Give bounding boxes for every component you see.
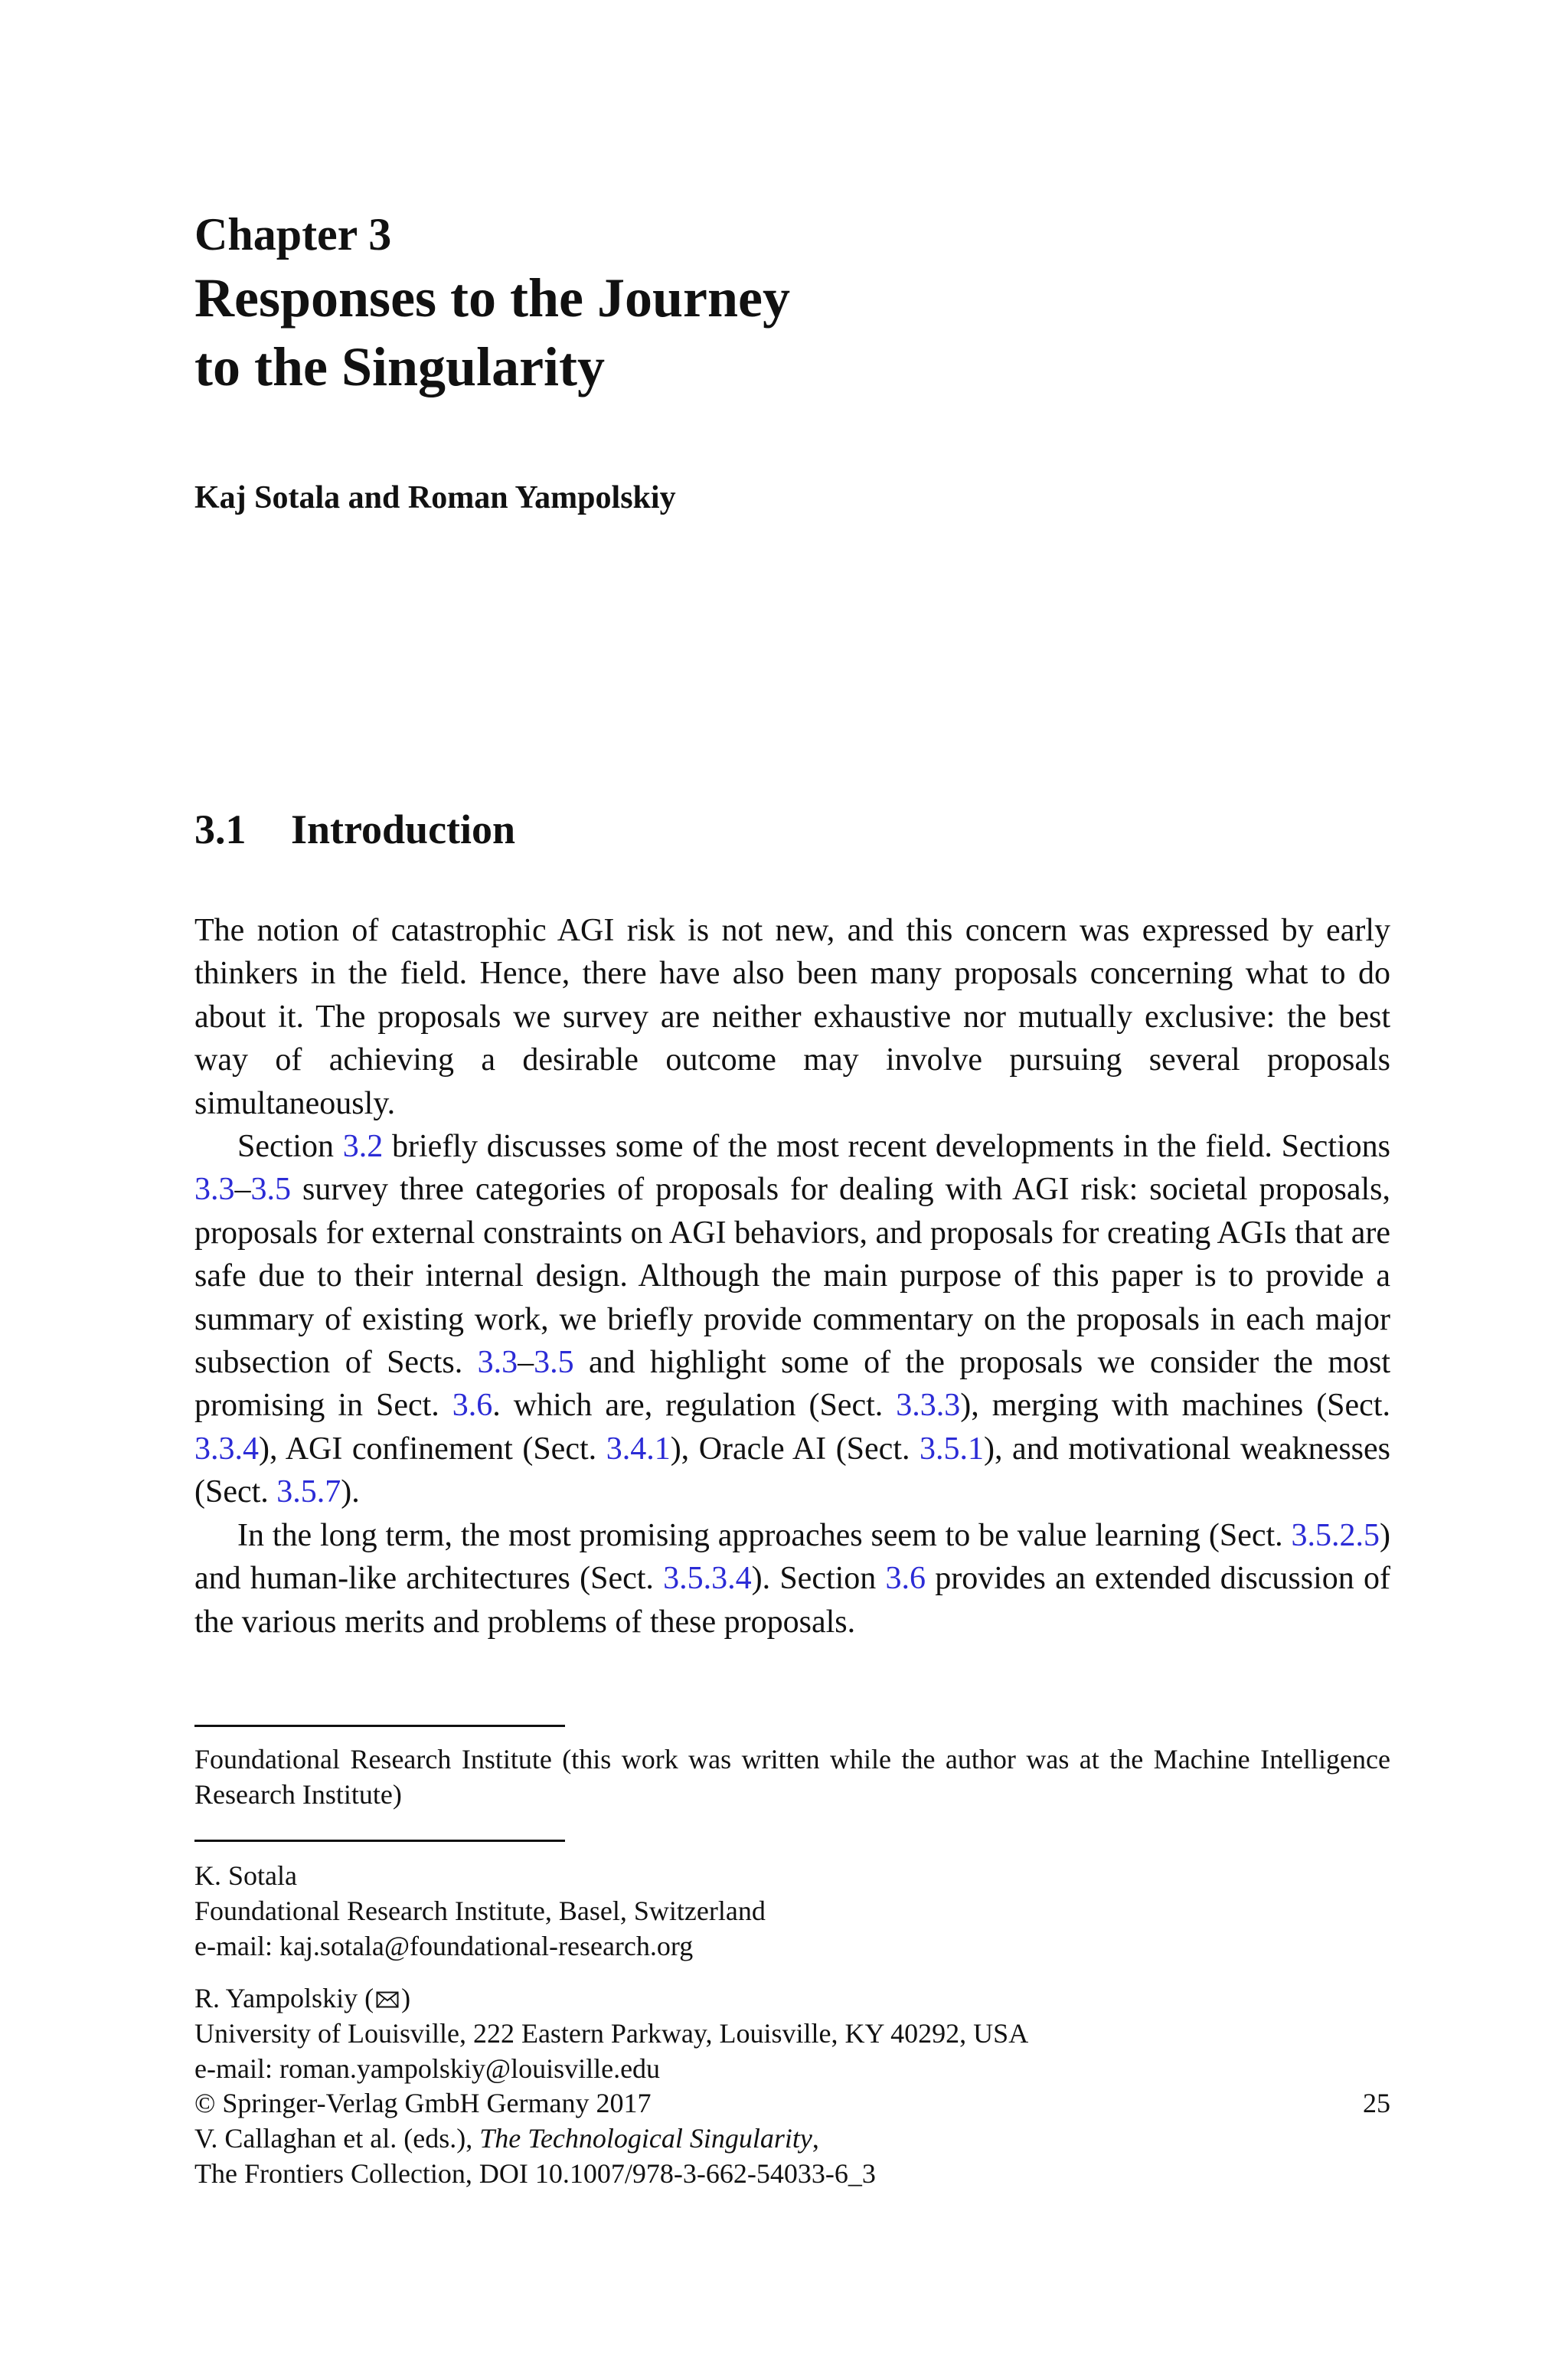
affiliation-email[interactable]: e-mail: kaj.sotala@foundational-research.org (194, 1931, 694, 1961)
name-paren-close: ) (401, 1983, 411, 2013)
paragraph-text: survey three categories of proposals for dealing with AGI risk: societal proposals, proposals for external constraints on AGI behaviors, and proposals for creating AGIs that are safe due to their internal design. Although the main purpose of this paper is to provide a summary of existing work, we briefly provide commentary on the proposals in each major subsection of Sects. (194, 1172, 1390, 1381)
footnote-rule (194, 1725, 565, 1727)
paragraph-text: – (234, 1172, 251, 1208)
page-number: 25 (1363, 2088, 1390, 2118)
section-cross-reference-link[interactable]: 3.5 (534, 1345, 574, 1381)
author-footnote: Foundational Research Institute (this work was written while the author was at the Machine Intelligence Research Institute) (194, 1744, 1390, 1810)
chapter-title-line: Responses to the Journey (194, 267, 791, 329)
publication-info (194, 2085, 1390, 2191)
section-cross-reference-link[interactable]: 3.6 (452, 1388, 493, 1424)
paragraph-text: The notion of catastrophic AGI risk is not new, and this concern was expressed by early thinkers in the field. Hence, there have also been many proposals concerning what to do about it. The proposals we survey are neither exhaustive nor mutually exclusive: the best way of achieving a desirable outcome may involve pursuing several proposals simultaneously. (194, 913, 1390, 1121)
affiliation-email[interactable]: e-mail: roman.yampolskiy@louisville.edu (194, 2053, 661, 2084)
chapter-authors: Kaj Sotala and Roman Yampolskiy (194, 480, 676, 515)
affiliation-name: K. Sotala (194, 1860, 297, 1891)
affiliation-sotala (194, 1858, 1390, 1964)
paragraph-text: ), AGI confinement (Sect. (259, 1431, 606, 1467)
chapter-title (194, 263, 790, 401)
chapter-label: Chapter 3 (194, 209, 392, 260)
envelope-icon (376, 1991, 399, 2008)
paragraph-text: In the long term, the most promising approaches seem to be value learning (Sect. (237, 1517, 1292, 1553)
section-cross-reference-link[interactable]: 3.6 (885, 1561, 926, 1597)
section-cross-reference-link[interactable]: 3.3.4 (194, 1431, 259, 1467)
paragraph-text: and highlight some of the proposals we consider the most promising in Sect. (194, 1345, 1391, 1424)
citation-line (194, 2121, 1390, 2156)
section-cross-reference-link[interactable]: 3.3 (194, 1172, 235, 1208)
paragraph-text: – (518, 1345, 534, 1381)
paragraph-text: ). Section (751, 1561, 886, 1597)
book-title-comma: , (812, 2123, 819, 2154)
section-cross-reference-link[interactable]: 3.5 (250, 1172, 291, 1208)
section-heading (194, 803, 515, 856)
book-title: The Technological Singularity (479, 2123, 812, 2154)
affiliation-yampolskiy (194, 1981, 1390, 2086)
section-cross-reference-link[interactable]: 3.5.3.4 (663, 1561, 752, 1597)
section-cross-reference-link[interactable]: 3.3.3 (896, 1388, 961, 1424)
affiliation-name-line (194, 1981, 1390, 2016)
section-cross-reference-link[interactable]: 3.3 (477, 1345, 518, 1381)
affiliation-rule (194, 1840, 565, 1842)
copyright-line: © Springer-Verlag GmbH Germany 2017 (194, 2088, 652, 2118)
section-cross-reference-link[interactable]: 3.5.7 (276, 1474, 341, 1510)
paragraph-text: ). (341, 1474, 360, 1510)
section-cross-reference-link[interactable]: 3.5.1 (920, 1431, 985, 1467)
paragraph-text: ), Oracle AI (Sect. (670, 1431, 920, 1467)
body-paragraph (194, 1514, 1390, 1644)
chapter-title-line: to the Singularity (194, 336, 606, 397)
affiliation-name: R. Yampolskiy (194, 1983, 358, 2013)
paragraph-text: Section (237, 1129, 343, 1165)
affiliation-institution: Foundational Research Institute, Basel, Switzerland (194, 1896, 766, 1926)
paragraph-text: ), and motivational weaknesses (Sect. (194, 1431, 1390, 1510)
paragraph-text: ) and human-like architectures (Sect. (194, 1517, 1390, 1597)
body-text (194, 909, 1390, 1644)
editors: V. Callaghan et al. (eds.), (194, 2123, 480, 2154)
paragraph-text: ), merging with machines (Sect. (960, 1388, 1390, 1424)
paragraph-text: briefly discusses some of the most recent developments in the field. Sections (383, 1129, 1390, 1165)
section-number: 3.1 (194, 806, 247, 852)
paragraph-text: provides an extended discussion of the various merits and problems of these proposals. (194, 1561, 1390, 1640)
body-paragraph (194, 1125, 1390, 1514)
section-cross-reference-link[interactable]: 3.4.1 (606, 1431, 671, 1467)
name-paren-open: ( (358, 1983, 374, 2013)
section-title: Introduction (291, 806, 516, 852)
section-cross-reference-link[interactable]: 3.2 (342, 1129, 384, 1165)
section-cross-reference-link[interactable]: 3.5.2.5 (1291, 1517, 1380, 1553)
paragraph-text: . which are, regulation (Sect. (492, 1388, 897, 1424)
series-doi-line: The Frontiers Collection, DOI 10.1007/978-3-662-54033-6_3 (194, 2158, 876, 2189)
affiliation-institution: University of Louisville, 222 Eastern Parkway, Louisville, KY 40292, USA (194, 2018, 1029, 2049)
body-paragraph (194, 909, 1390, 1125)
